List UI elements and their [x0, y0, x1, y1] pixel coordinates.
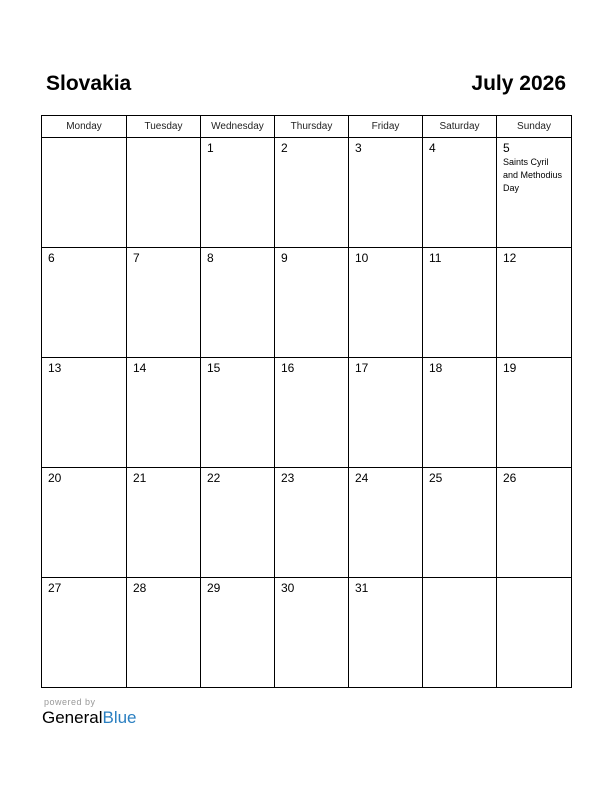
day-cell: [42, 138, 127, 248]
day-number: 24: [355, 471, 369, 485]
country-title: Slovakia: [46, 72, 132, 95]
day-cell: [275, 248, 349, 358]
day-number: 31: [355, 581, 369, 595]
day-cell: [127, 138, 201, 248]
day-number: 17: [355, 361, 369, 375]
holiday-label: Saints Cyril and Methodius Day: [503, 157, 563, 193]
day-number: 14: [133, 361, 147, 375]
day-cell: [497, 578, 572, 688]
day-cell: [497, 358, 572, 468]
day-number: 27: [48, 581, 62, 595]
day-cell: [497, 248, 572, 358]
day-number: 16: [281, 361, 295, 375]
day-number: 15: [207, 361, 221, 375]
day-cell: [349, 248, 423, 358]
day-number: 28: [133, 581, 147, 595]
day-number: 11: [429, 251, 442, 265]
day-number: 4: [429, 141, 436, 155]
day-cell: [42, 578, 127, 688]
day-cell: [349, 468, 423, 578]
month-title: July 2026: [471, 72, 566, 95]
day-number: 20: [48, 471, 62, 485]
day-number: 23: [281, 471, 295, 485]
day-cell: [42, 358, 127, 468]
calendar-grid: [41, 115, 572, 688]
day-cell: [423, 578, 497, 688]
day-number: 6: [48, 251, 55, 265]
day-number: 21: [133, 471, 147, 485]
weekday-header: Thursday: [275, 116, 349, 138]
day-number: 22: [207, 471, 221, 485]
week-row: [42, 138, 572, 248]
day-cell: [201, 248, 275, 358]
weekday-header: Sunday: [497, 116, 572, 138]
day-number: 18: [429, 361, 443, 375]
weekday-header: Saturday: [423, 116, 497, 138]
day-cell: [42, 468, 127, 578]
day-cell: [497, 138, 572, 248]
day-cell: [127, 578, 201, 688]
day-cell: [349, 358, 423, 468]
day-number: 3: [355, 141, 362, 155]
day-cell: [127, 248, 201, 358]
day-number: 10: [355, 251, 369, 265]
weekday-header-row: [42, 116, 572, 138]
week-row: [42, 578, 572, 688]
logo-general: General: [42, 708, 103, 727]
day-cell: [275, 468, 349, 578]
day-number: 12: [503, 251, 517, 265]
day-cell: [423, 358, 497, 468]
day-number: 25: [429, 471, 443, 485]
day-cell: [127, 358, 201, 468]
day-cell: [423, 248, 497, 358]
day-number: 26: [503, 471, 517, 485]
day-cell: [127, 468, 201, 578]
week-row: [42, 468, 572, 578]
day-cell: [275, 358, 349, 468]
day-cell: [275, 578, 349, 688]
day-cell: [201, 578, 275, 688]
weekday-header: Wednesday: [201, 116, 275, 138]
day-number: 8: [207, 251, 214, 265]
day-cell: [201, 468, 275, 578]
day-cell: [349, 578, 423, 688]
week-row: [42, 358, 572, 468]
day-number: 13: [48, 361, 62, 375]
day-cell: [201, 138, 275, 248]
day-cell: [275, 138, 349, 248]
day-number: 9: [281, 251, 288, 265]
day-cell: [423, 138, 497, 248]
weekday-header: Tuesday: [127, 116, 201, 138]
day-cell: [423, 468, 497, 578]
logo-blue: Blue: [102, 708, 137, 727]
day-number: 29: [207, 581, 221, 595]
generalblue-logo: [42, 708, 137, 728]
day-number: 19: [503, 361, 517, 375]
day-cell: [349, 138, 423, 248]
week-row: [42, 248, 572, 358]
weekday-header: Friday: [349, 116, 423, 138]
day-number: 30: [281, 581, 295, 595]
day-cell: [497, 468, 572, 578]
day-number: 7: [133, 251, 140, 265]
day-number: 1: [207, 141, 214, 155]
day-number: 2: [281, 141, 288, 155]
day-cell: [42, 248, 127, 358]
day-number: 5: [503, 141, 510, 155]
powered-by-label: powered by: [44, 697, 96, 707]
day-cell: [201, 358, 275, 468]
weekday-header: Monday: [42, 116, 127, 138]
